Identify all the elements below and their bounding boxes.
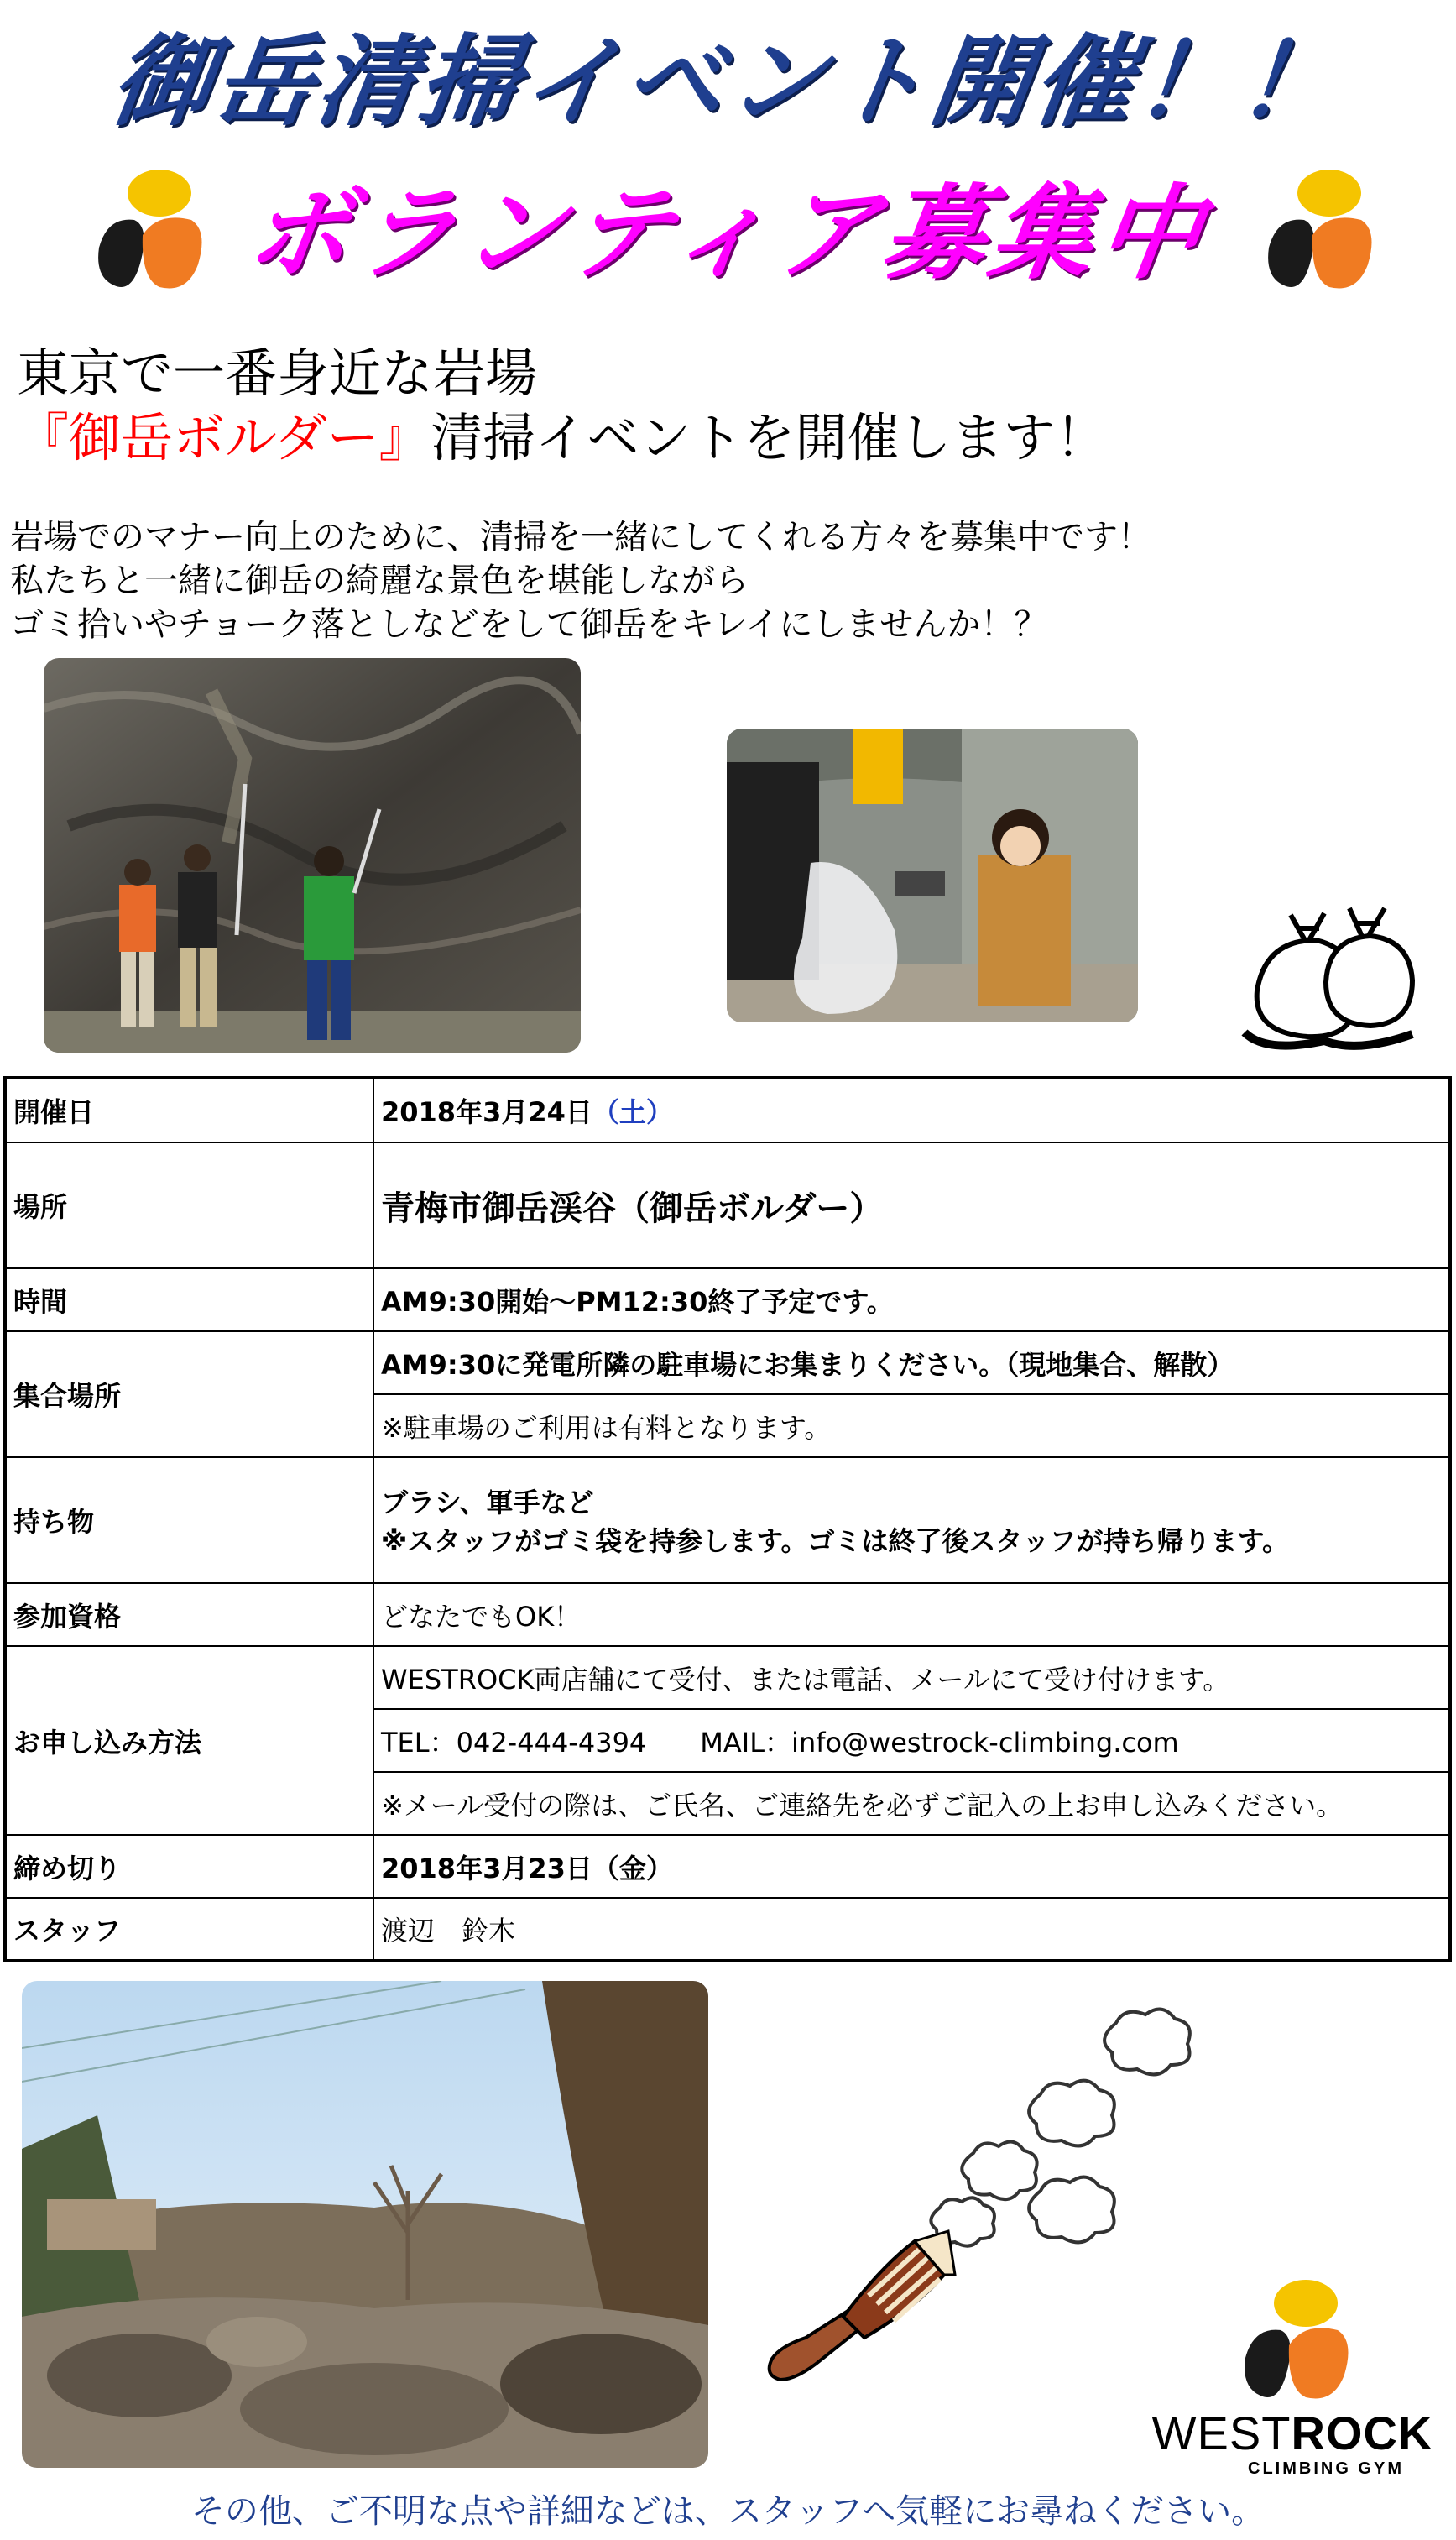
table-row bbox=[5, 1835, 1450, 1898]
brand-subtitle: CLIMBING GYM bbox=[1248, 2459, 1404, 2478]
brush-icon bbox=[755, 2224, 957, 2392]
staff-label: スタッフ bbox=[5, 1898, 373, 1961]
date-label: 開催日 bbox=[5, 1078, 373, 1142]
volunteer-heading: ボランティア募集中 bbox=[238, 174, 1215, 293]
lead-line-2: 私たちと一緒に御岳の綺麗な景色を堪能しながら bbox=[10, 562, 749, 600]
trash-bag-icon bbox=[1232, 890, 1425, 1058]
brand-wordmark bbox=[1141, 2406, 1443, 2460]
photo-rock-cleaning bbox=[44, 658, 581, 1053]
date-value bbox=[373, 1078, 1450, 1142]
event-info-table bbox=[3, 1076, 1452, 1962]
table-row bbox=[5, 1078, 1450, 1142]
table-row bbox=[5, 1898, 1450, 1961]
time-value: AM9:30開始～PM12:30終了予定です。 bbox=[373, 1268, 1450, 1331]
date-text: 2018年3月24日 bbox=[381, 1096, 592, 1128]
intro-line-1: 東京で一番身近な岩場 bbox=[17, 342, 538, 404]
staff-value: 渡辺 鈴木 bbox=[373, 1898, 1450, 1961]
deadline-value: 2018年3月23日（金） bbox=[373, 1835, 1450, 1898]
meet-note: ※駐車場のご利用は有料となります。 bbox=[373, 1394, 1450, 1457]
qual-value: どなたでもOK！ bbox=[373, 1583, 1450, 1646]
lead-line-3: ゴミ拾いやチョーク落としなどをして御岳をキレイにしませんか！？ bbox=[10, 605, 1048, 644]
deadline-label: 締め切り bbox=[5, 1835, 373, 1898]
table-row bbox=[5, 1142, 1450, 1268]
apply-value: WESTROCK両店舗にて受付、または電話、メールにて受け付けます。 bbox=[373, 1646, 1450, 1709]
date-day: （土） bbox=[592, 1096, 673, 1128]
dust-cloud-icon bbox=[923, 1998, 1217, 2266]
apply-note: ※メール受付の際は、ご氏名、ご連絡先を必ずご記入の上お申し込みください。 bbox=[373, 1772, 1450, 1835]
apply-label: お申し込み方法 bbox=[5, 1646, 373, 1835]
photo-trash-collection bbox=[727, 729, 1138, 1022]
event-title: 御岳清掃イベント開催！！ bbox=[104, 24, 1349, 139]
meet-label: 集合場所 bbox=[5, 1331, 373, 1457]
photo-mitake-valley bbox=[22, 1981, 708, 2468]
items-value: ブラシ、軍手など bbox=[381, 1487, 594, 1518]
lead-line-1: 岩場でのマナー向上のために、清掃を一緒にしてくれる方々を募集中です！ bbox=[10, 518, 1151, 557]
intro-line-2 bbox=[17, 396, 1108, 471]
table-row bbox=[5, 1457, 1450, 1583]
table-row bbox=[5, 1646, 1450, 1709]
boulder-name: 『御岳ボルダー』 bbox=[17, 407, 431, 468]
apply-contact: TEL：042-444-4394 MAIL：info@westrock-climbing.com bbox=[373, 1709, 1450, 1772]
items-note: ※スタッフがゴミ袋を持参します。ゴミは終了後スタッフが持ち帰ります。 bbox=[381, 1525, 1289, 1557]
footer-note: その他、ご不明な点や詳細などは、スタッフへ気軽にお尋ねください。 bbox=[190, 2492, 1266, 2531]
intro-line-2-rest: 清掃イベントを開催します！ bbox=[431, 407, 1108, 468]
place-value: 青梅市御岳渓谷（御岳ボルダー） bbox=[373, 1142, 1450, 1268]
table-row bbox=[5, 1331, 1450, 1394]
place-label: 場所 bbox=[5, 1142, 373, 1268]
items-cell bbox=[373, 1457, 1450, 1583]
brand-rock: ROCK bbox=[1291, 2407, 1433, 2459]
items-label: 持ち物 bbox=[5, 1457, 373, 1583]
table-row bbox=[5, 1268, 1450, 1331]
westrock-logo-icon bbox=[1237, 2278, 1354, 2404]
meet-value: AM9:30に発電所隣の駐車場にお集まりください。（現地集合、解散） bbox=[373, 1331, 1450, 1394]
brand-west: WEST bbox=[1151, 2407, 1292, 2459]
qual-label: 参加資格 bbox=[5, 1583, 373, 1646]
westrock-logo-icon bbox=[1260, 168, 1378, 294]
time-label: 時間 bbox=[5, 1268, 373, 1331]
table-row bbox=[5, 1583, 1450, 1646]
